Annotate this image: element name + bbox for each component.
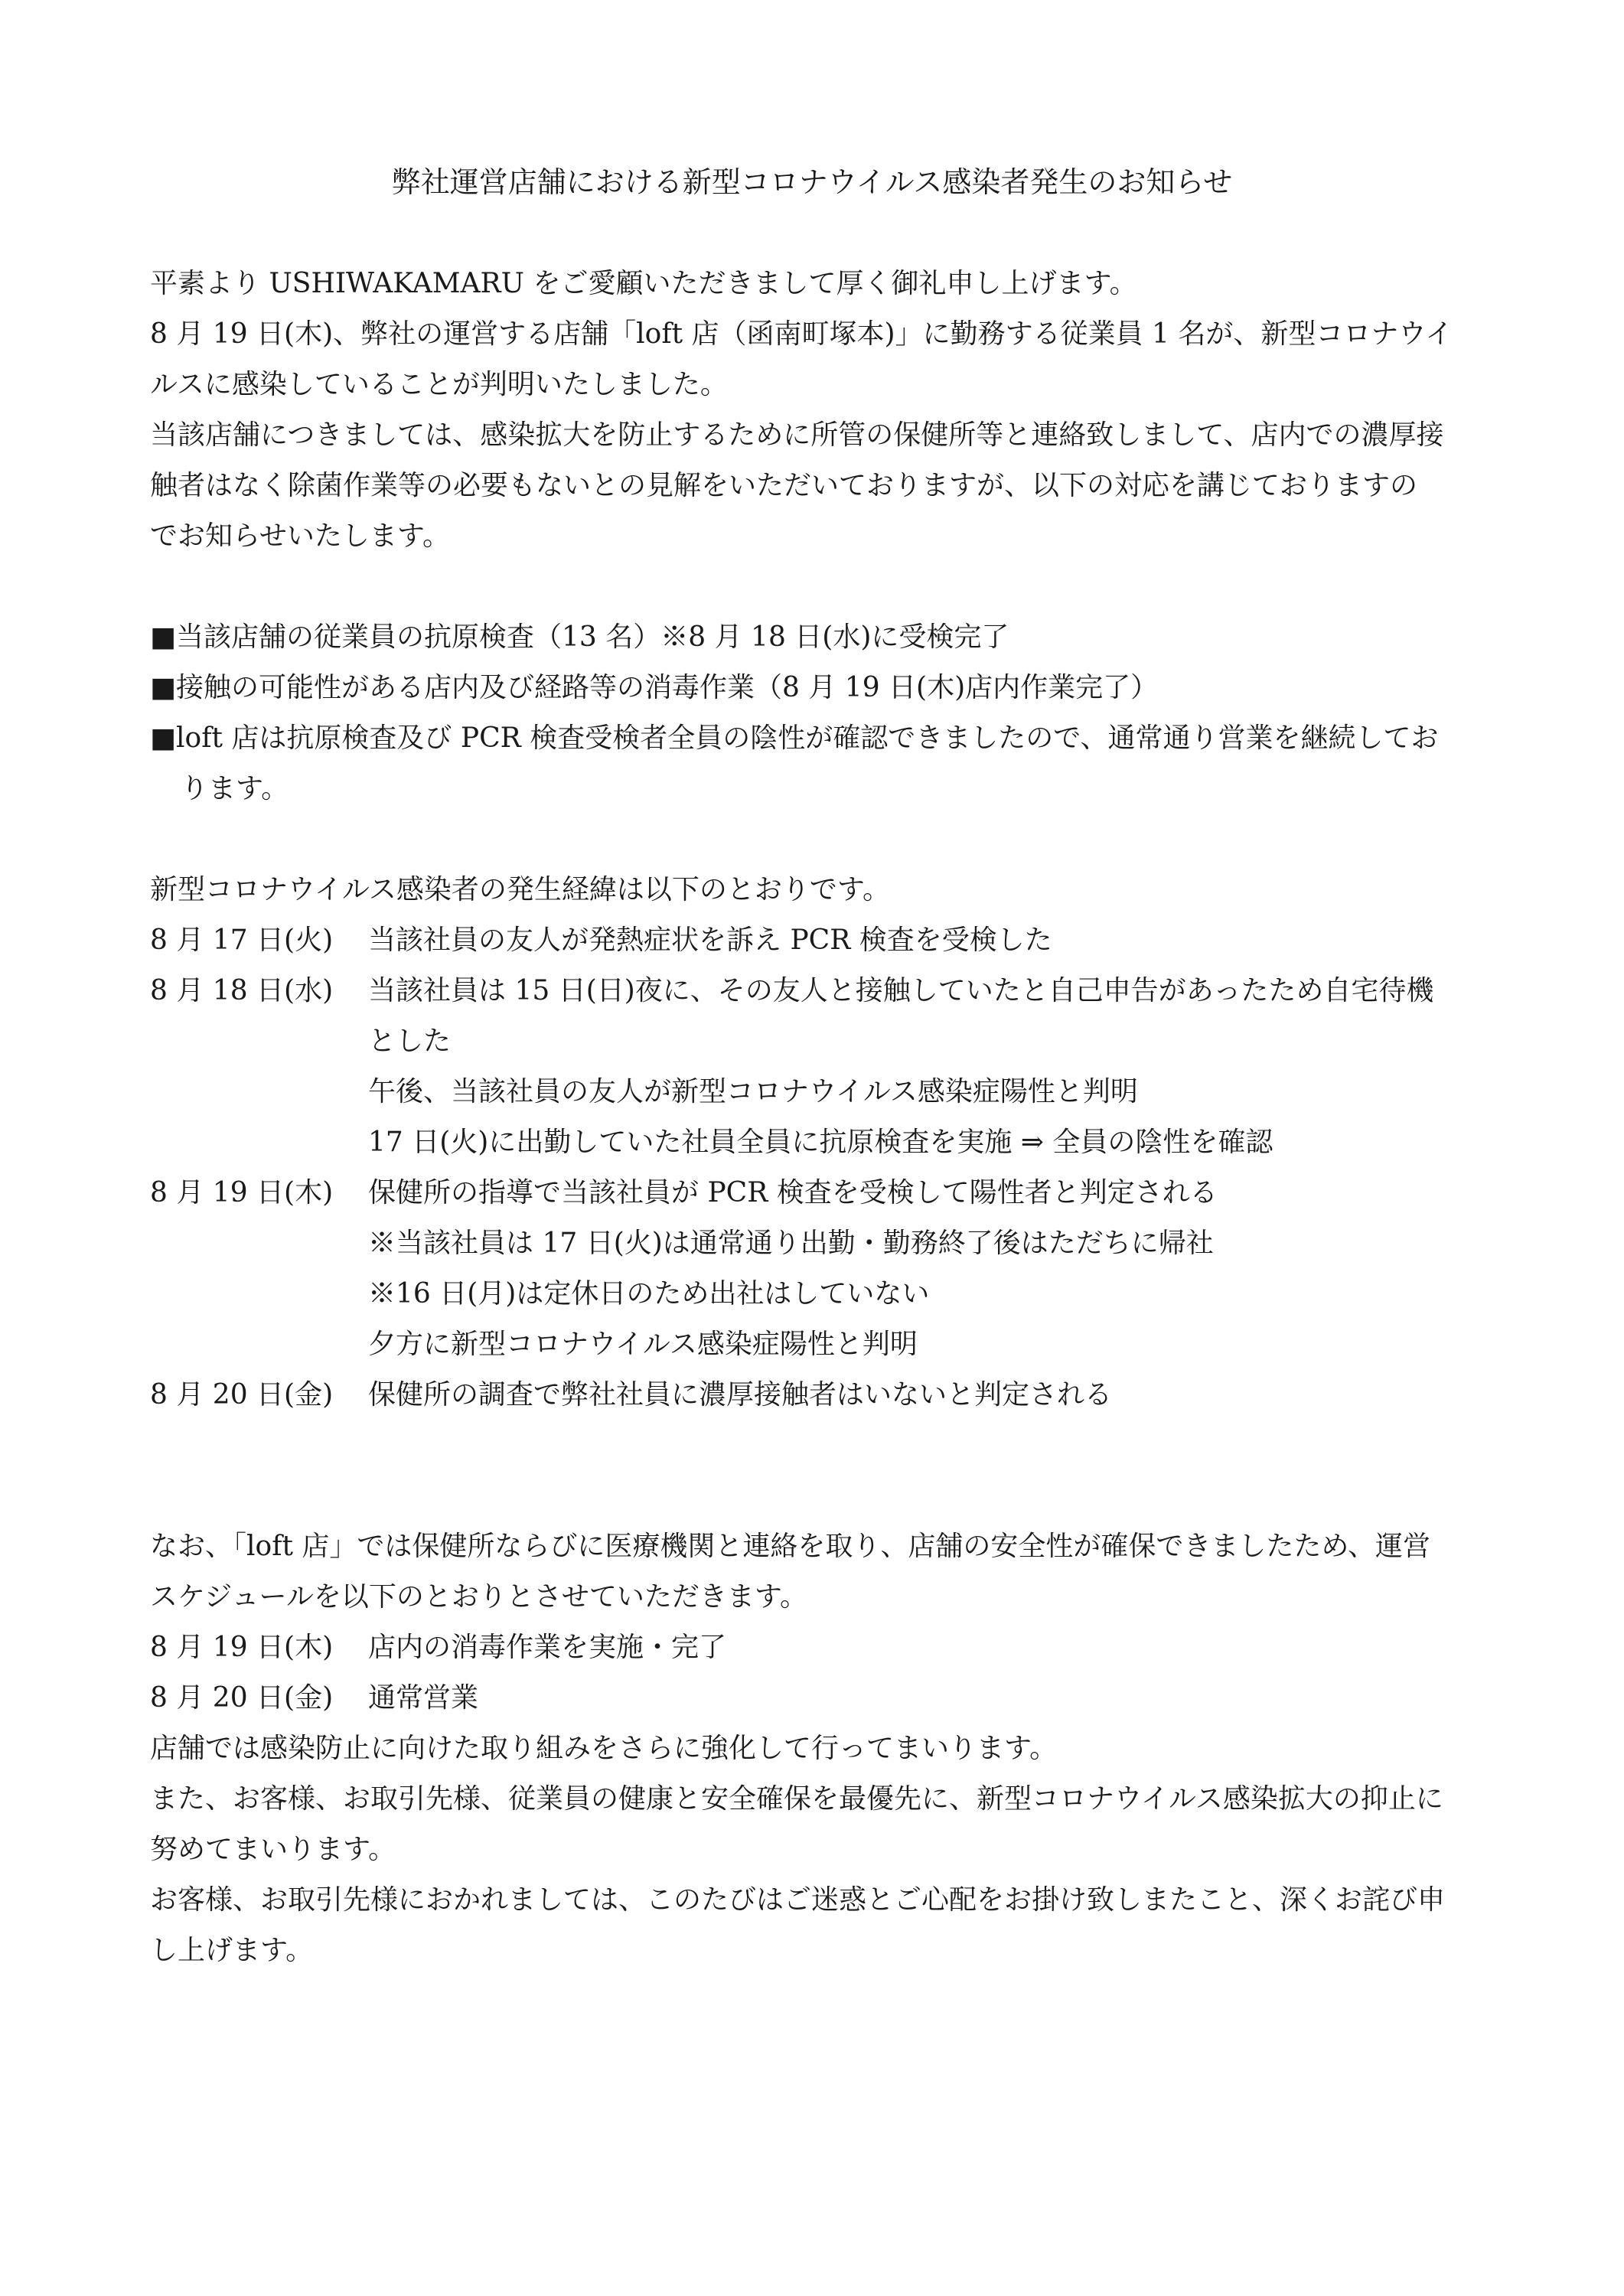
schedule-text: 店内の消毒作業を実施・完了 bbox=[368, 1632, 727, 1663]
timeline-text: 午後、当該社員の友人が新型コロナウイルス感染症陽性と判明 bbox=[368, 1076, 1138, 1107]
schedule-entry bbox=[150, 1673, 1482, 1724]
timeline-text: 夕方に新型コロナウイルス感染症陽性と判明 bbox=[368, 1329, 918, 1360]
intro-line: 8 月 19 日(木)、弊社の運営する店舗「loft 店（函南町塚本)」に勤務する従業員 1 名が、新型コロナウイ bbox=[150, 318, 1453, 350]
closing-line: また、お客様、お取引先様、従業員の健康と安全確保を最優先に、新型コロナウイルス感染拡大の抑止に bbox=[150, 1783, 1443, 1815]
schedule-date: 8 月 20 日(金) bbox=[150, 1682, 334, 1714]
timeline-date: 8 月 18 日(水) bbox=[150, 975, 334, 1006]
measure-item: ■loft 店は抗原検査及び PCR 検査受検者全員の陰性が確認できましたので、通常通り営業を継続してお bbox=[150, 722, 1439, 754]
intro-line: 触者はなく除菌作業等の必要もないとの見解をいただいておりますが、以下の対応を講じておりますの bbox=[150, 470, 1418, 501]
schedule-entry bbox=[150, 1623, 1482, 1673]
spacer bbox=[150, 1471, 1482, 1521]
intro-line: 平素より USHIWAKAMARU をご愛顧いただきまして厚く御礼申し上げます。 bbox=[150, 268, 1137, 299]
timeline-text: 17 日(火)に出勤していた社員全員に抗原検査を実施 ⇒ 全員の陰性を確認 bbox=[368, 1127, 1273, 1158]
document-title: 弊社運営店舗における新型コロナウイルス感染者発生のお知らせ bbox=[391, 165, 1233, 199]
intro-line: ルスに感染していることが判明いたしました。 bbox=[150, 369, 728, 400]
timeline-entry bbox=[150, 1168, 1482, 1218]
timeline-text: とした bbox=[368, 1026, 452, 1057]
measure-item: ■接触の可能性がある店内及び経路等の消毒作業（8 月 19 日(木)店内作業完了） bbox=[150, 672, 1159, 703]
spacer bbox=[150, 562, 1482, 612]
timeline-entry bbox=[150, 1370, 1482, 1420]
timeline-text: 保健所の調査で弊社社員に濃厚接触者はいないと判定される bbox=[368, 1379, 1113, 1411]
closing-line: 店舗では感染防止に向けた取り組みをさらに強化して行ってまいります。 bbox=[150, 1733, 1058, 1764]
schedule-text: 通常営業 bbox=[368, 1682, 479, 1714]
timeline-text: ※16 日(月)は定休日のため出社はしていない bbox=[368, 1278, 930, 1309]
schedule-intro-line: スケジュールを以下のとおりとさせていただきます。 bbox=[150, 1581, 807, 1613]
closing-line: し上げます。 bbox=[150, 1935, 314, 1966]
timeline-text: ※当該社員は 17 日(火)は通常通り出勤・勤務終了後はただちに帰社 bbox=[368, 1228, 1214, 1259]
timeline-text: 当該社員は 15 日(日)夜に、その友人と接触していたと自己申告があったため自宅待機 bbox=[368, 975, 1434, 1006]
spacer bbox=[150, 814, 1482, 865]
intro-line: でお知らせいたします。 bbox=[150, 520, 451, 552]
document-body bbox=[150, 259, 1482, 1976]
timeline-intro: 新型コロナウイルス感染者の発生経緯は以下のとおりです。 bbox=[150, 874, 890, 905]
timeline-text: 当該社員の友人が発熱症状を訴え PCR 検査を受検した bbox=[368, 925, 1052, 956]
schedule-date: 8 月 19 日(木) bbox=[150, 1632, 334, 1663]
timeline-date: 8 月 19 日(木) bbox=[150, 1177, 334, 1208]
schedule-intro-line: なお、「loft 店」では保健所ならびに医療機関と連絡を取り、店舗の安全性が確保できましたため、運営 bbox=[150, 1531, 1430, 1562]
timeline-entry bbox=[150, 966, 1482, 1016]
measure-item-continuation: ります。 bbox=[181, 773, 289, 804]
intro-line: 当該店舗につきましては、感染拡大を防止するために所管の保健所等と連絡致しまして、店内での濃厚接 bbox=[150, 419, 1444, 451]
timeline-date: 8 月 20 日(金) bbox=[150, 1379, 334, 1411]
timeline-text: 保健所の指導で当該社員が PCR 検査を受検して陽性者と判定される bbox=[368, 1177, 1218, 1208]
closing-line: お客様、お取引先様におかれましては、このたびはご迷惑とご心配をお掛け致しまたこと、深くお詫び申 bbox=[150, 1884, 1446, 1916]
timeline-entry bbox=[150, 915, 1482, 966]
measure-item: ■当該店舗の従業員の抗原検査（13 名）※8 月 18 日(水)に受検完了 bbox=[150, 621, 1009, 653]
closing-line: 努めてまいります。 bbox=[150, 1834, 396, 1865]
timeline-date: 8 月 17 日(火) bbox=[150, 925, 334, 956]
spacer bbox=[150, 1420, 1482, 1471]
